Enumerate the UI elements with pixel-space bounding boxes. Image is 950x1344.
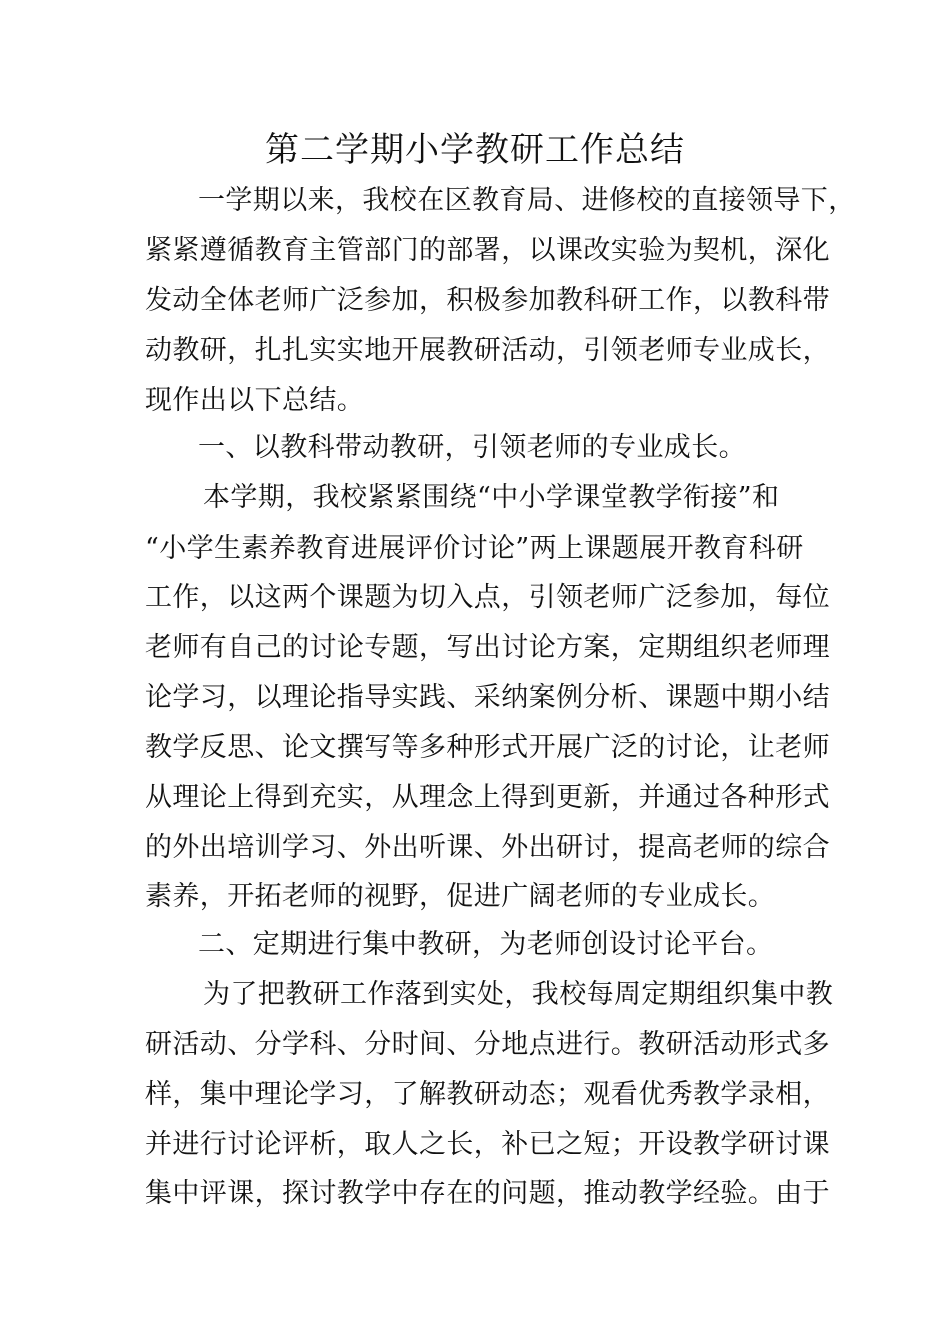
body-line: 老师有自己的讨论专题，写出讨论方案，定期组织老师理 (145, 632, 830, 663)
body-line: 一学期以来，我校在区教育局、进修校的直接领导下， (198, 185, 856, 216)
body-line: 教学反思、论文撰写等多种形式开展广泛的讨论，让老师 (145, 732, 830, 763)
body-line: 紧紧遵循教育主管部门的部署，以课改实验为契机，深化 (145, 235, 830, 266)
body-line: 的外出培训学习、外出听课、外出研讨，提高老师的综合 (145, 832, 830, 863)
body-line: 现作出以下总结。 (145, 385, 365, 416)
body-line: 研活动、分学科、分时间、分地点进行。教研活动形式多 (145, 1029, 830, 1060)
section-heading: 二、定期进行集中教研，为老师创设讨论平台。 (198, 929, 774, 960)
body-line: 并进行讨论评析，取人之长，补已之短；开设教学研讨课 (145, 1129, 830, 1160)
body-line: 发动全体老师广泛参加，积极参加教科研工作，以教科带 (145, 285, 830, 316)
body-line: 为了把教研工作落到实处，我校每周定期组织集中教 (203, 979, 834, 1010)
document-title: 第二学期小学教研工作总结 (265, 130, 685, 170)
body-line: 本学期，我校紧紧围绕“中小学课堂教学衔接”和 (203, 482, 780, 513)
body-line: 样，集中理论学习，了解教研动态；观看优秀教学录相， (145, 1079, 830, 1110)
section-heading: 一、以教科带动教研，引领老师的专业成长。 (198, 432, 746, 463)
body-line: 集中评课，探讨教学中存在的问题，推动教学经验。由于 (145, 1178, 830, 1209)
body-line: 素养，开拓老师的视野，促进广阔老师的专业成长。 (145, 881, 776, 912)
body-line: 工作，以这两个课题为切入点，引领老师广泛参加，每位 (145, 582, 830, 613)
body-line: 动教研，扎扎实实地开展教研活动，引领老师专业成长， (145, 335, 830, 366)
body-line: 论学习，以理论指导实践、采纳案例分析、课题中期小结 (145, 682, 830, 713)
body-line: “小学生素养教育进展评价讨论”两上课题展开教育科研 (145, 533, 804, 564)
body-line: 从理论上得到充实，从理念上得到更新，并通过各种形式 (145, 782, 830, 813)
